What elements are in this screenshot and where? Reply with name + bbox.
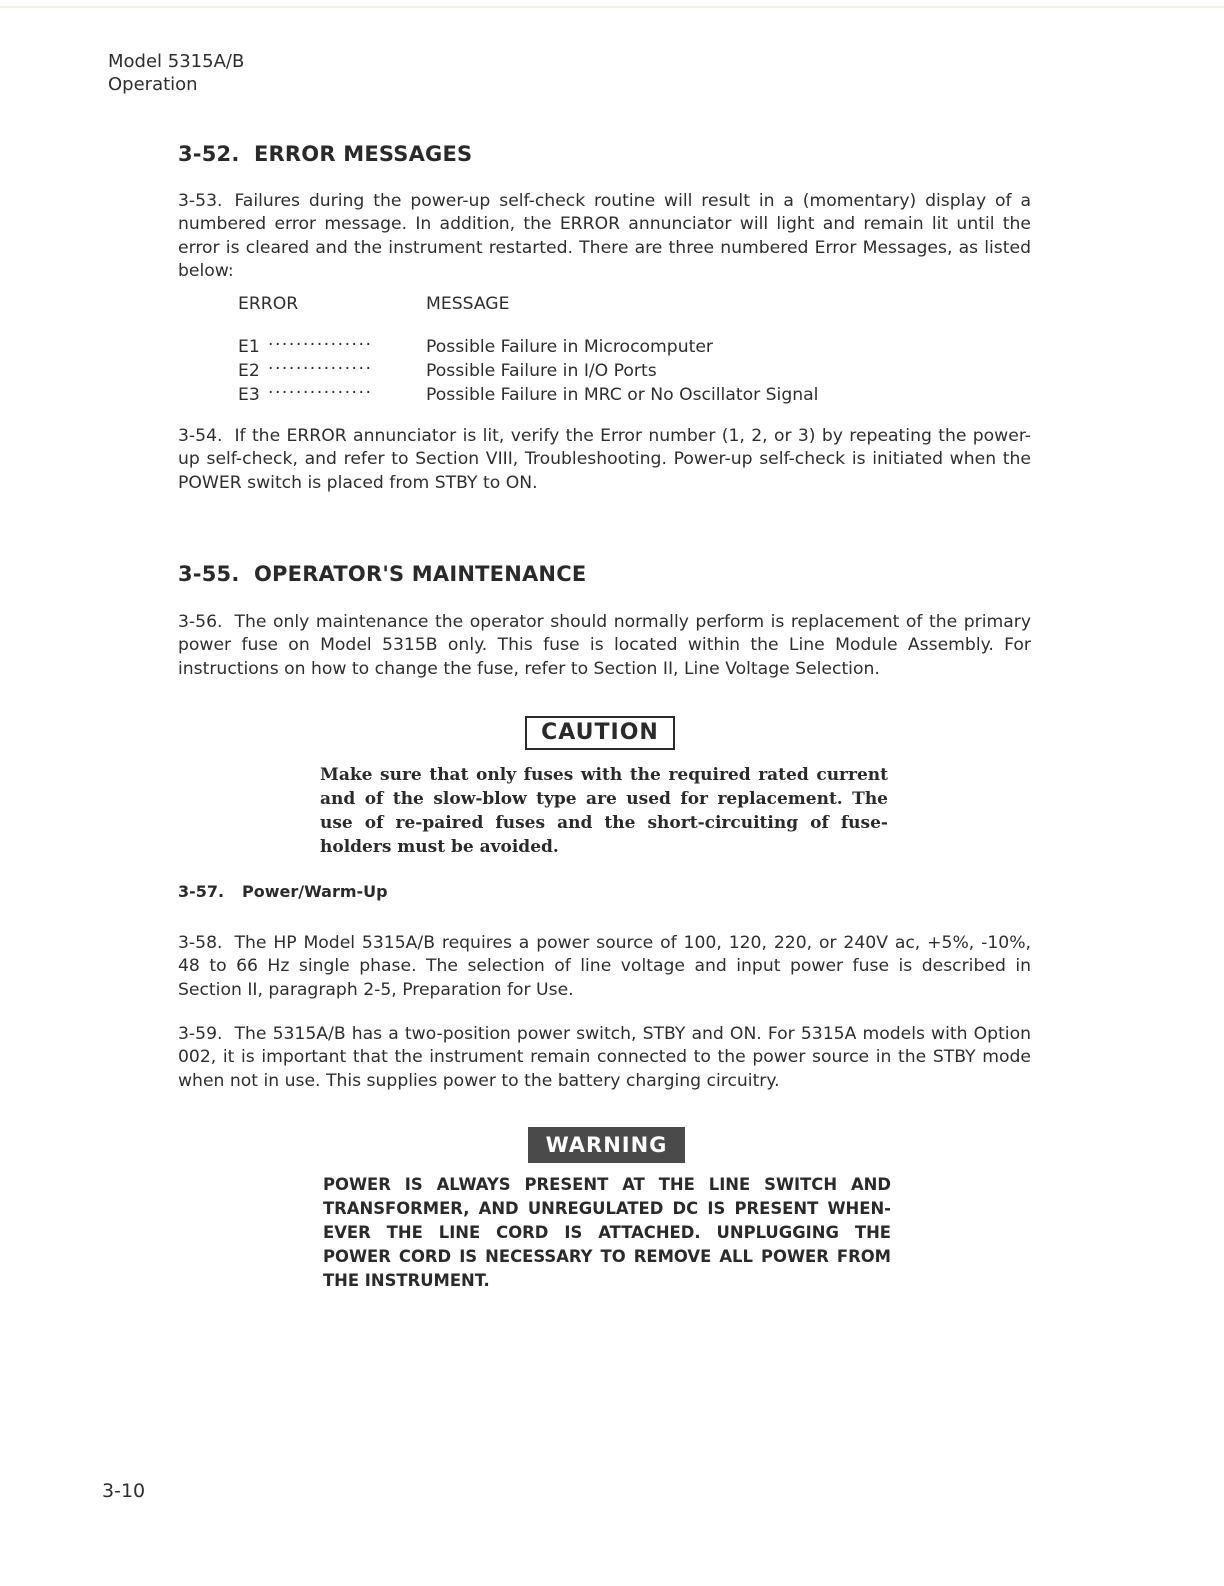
paragraph-3-59 (178, 1023, 1031, 1093)
error-code: E2 (238, 361, 260, 381)
section-number: 3-55. (178, 562, 240, 586)
section-heading-operators-maintenance (178, 562, 586, 586)
leader-dots: ............... (268, 378, 373, 398)
paragraph-3-53 (178, 190, 1031, 284)
paragraph-number: 3-59. (178, 1024, 223, 1044)
paragraph-number: 3-58. (178, 933, 223, 953)
warning-text: POWER IS ALWAYS PRESENT AT THE LINE SWITCH AND TRANSFORMER, AND UNREGULATED DC IS PRESENT WHEN-EVER THE LINE CORD IS ATTACHED. UNPLUGGING THE POWER CORD IS NECESSARY TO REMOVE ALL POWER FROM THE INSTRUMENT. (323, 1175, 891, 1290)
paragraph-number: 3-53. (178, 191, 223, 211)
error-message: Possible Failure in Microcomputer (426, 337, 713, 357)
paragraph-text: The HP Model 5315A/B requires a power source of 100, 120, 220, or 240V ac, +5%, -10%, 48 to 66 Hz single phase. The selection of line voltage and input power fuse is described in Section II, paragraph 2-5, Preparation for Use. (178, 933, 1031, 1000)
caution-text: Make sure that only fuses with the required rated current and of the slow-blow type are used for replacement. The use of re-paired fuses and the short-circuiting of fuse-holders must be avoided. (320, 765, 888, 857)
error-row (238, 376, 818, 407)
message-column-header: MESSAGE (426, 294, 510, 314)
caution-label: CAUTION (525, 716, 675, 750)
paragraph-number: 3-54. (178, 426, 223, 446)
leader-dots: ............... (268, 354, 373, 374)
section-title: ERROR MESSAGES (254, 142, 473, 166)
section-title: OPERATOR'S MAINTENANCE (254, 562, 587, 586)
section-heading-error-messages (178, 142, 472, 166)
paragraph-3-56 (178, 611, 1031, 681)
error-code: E3 (238, 385, 260, 405)
subsection-title: Power/Warm-Up (242, 882, 388, 901)
section-number: 3-52. (178, 142, 240, 166)
paragraph-text: The only maintenance the operator should normally perform is replacement of the primary power fuse on Model 5315B only. This fuse is located within the Line Module Assembly. For instructions on how to change the fuse, refer to Section II, Line Voltage Selection. (178, 612, 1031, 679)
error-code: E1 (238, 337, 260, 357)
header-model: Model 5315A/B (108, 51, 245, 72)
scan-edge-rule (0, 6, 1224, 8)
paragraph-number: 3-56. (178, 612, 223, 632)
subsection-heading-power-warm-up (178, 882, 388, 901)
paragraph-3-58 (178, 932, 1031, 1002)
paragraph-text: The 5315A/B has a two-position power switch, STBY and ON. For 5315A models with Option 002, it is important that the instrument remain connected to the power source in the STBY mode when not in use. This supplies power to the battery charging circuitry. (178, 1024, 1031, 1091)
header-section: Operation (108, 74, 198, 95)
error-column-header: ERROR (238, 294, 299, 314)
paragraph-3-54 (178, 425, 1031, 495)
paragraph-text: If the ERROR annunciator is lit, verify the Error number (1, 2, or 3) by repeating the power-up self-check, and refer to Section VIII, Troubleshooting. Power-up self-check is initiated when the POWER switch is placed from STBY to ON. (178, 426, 1031, 493)
paragraph-text: Failures during the power-up self-check routine will result in a (momentary) display of a numbered error message. In addition, the ERROR annunciator will light and remain lit until the error is cleared and the instrument restarted. There are three numbered Error Messages, as listed below: (178, 191, 1031, 282)
error-message: Possible Failure in MRC or No Oscillator Signal (426, 385, 819, 405)
page-number: 3-10 (102, 1480, 146, 1502)
warning-label: WARNING (528, 1127, 685, 1163)
subsection-number: 3-57. (178, 882, 225, 901)
leader-dots: ............... (268, 330, 373, 350)
error-message: Possible Failure in I/O Ports (426, 361, 657, 381)
